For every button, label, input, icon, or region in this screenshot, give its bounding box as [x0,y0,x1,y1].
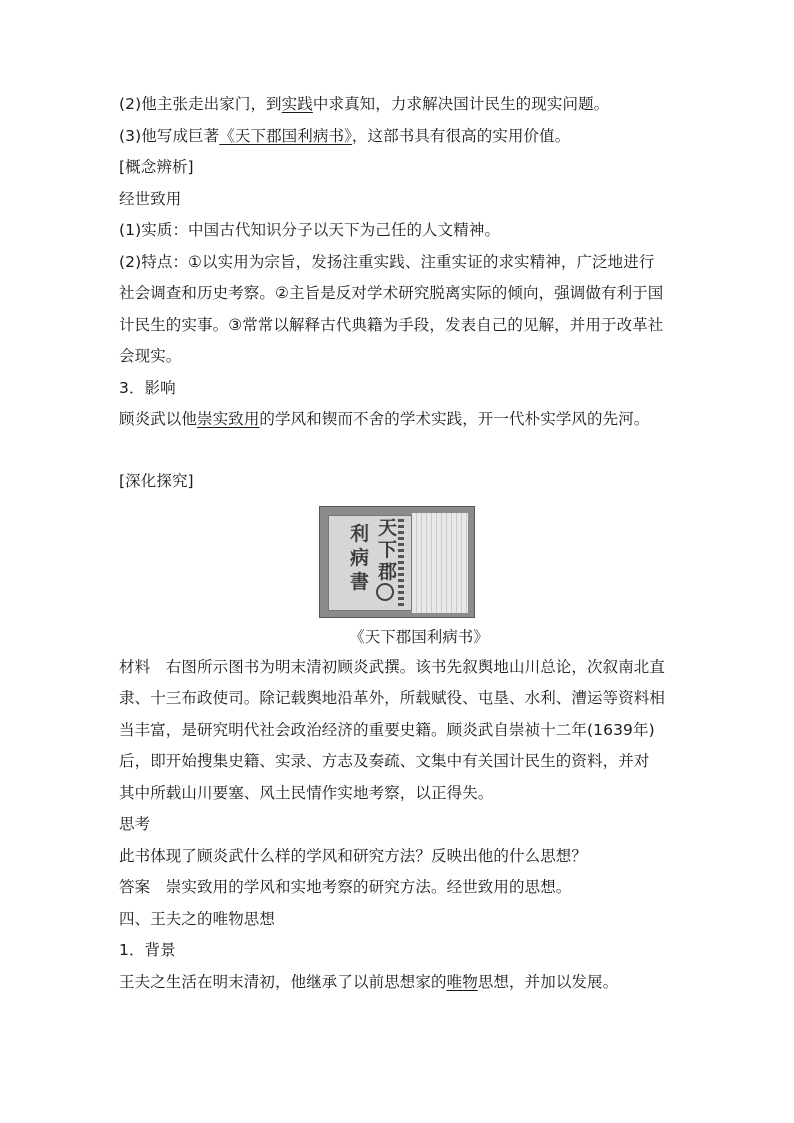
book-inner-page [412,513,468,613]
paragraph-line [119,93,679,115]
text-run: 顾炎武以他 [119,410,198,428]
material-line: 材料 右图所示图书为明末清初顾炎武撰。该书先叙舆地山川总论，次叙南北直 [119,657,666,676]
text-run: 思想，并加以发展。 [477,972,619,991]
material-line: 隶、十三布政使司。除记载舆地沿革外，所载赋役、屯垦、水利、漕运等资料相 [119,689,666,707]
paragraph-line [119,408,679,430]
text-run: 中求真知，力求解决国计民生的现实问题。 [312,95,610,113]
subheading-background: 1．背景 [119,941,176,959]
underlined-term: 唯物 [446,972,478,991]
cover-glyph: 郡 [378,560,398,583]
subheading-influence: 3．影响 [119,378,176,397]
text-run: (3)他写成巨著 [119,126,220,145]
paragraph-line [119,125,679,147]
concept-title: 经世致用 [119,189,182,208]
underlined-term: 实践 [281,95,313,113]
think-answer: 答案 崇实致用的学风和实地考察的研究方法。经世致用的思想。 [119,878,572,896]
think-label: 思考 [119,815,151,833]
text-run: 王夫之生活在明末清初，他继承了以前思想家的 [119,972,447,991]
cover-glyph: 利 [350,522,370,545]
book-image [319,506,475,618]
paragraph-line: 计民生的实事。③常常以解释古代典籍为手段，发表自己的见解，并用于改革社 [119,315,664,334]
figure-caption: 《天下郡国利病书》 [349,627,489,646]
paragraph-line: 社会调查和历史考察。②主旨是反对学术研究脱离实际的倾向，强调做有利于国 [119,284,664,302]
text-run: 的学风和锲而不舍的学术实践，开一代朴实学风的先河。 [259,410,650,428]
text-run: ，这部书具有很高的实用价值。 [351,126,571,145]
cover-glyph: 下 [378,538,398,561]
document-body [119,93,679,1002]
think-question: 此书体现了顾炎武什么样的学风和研究方法？反映出他的什么思想？ [119,846,588,865]
book-figure [115,506,679,618]
section-label-concept: [概念辨析] [119,158,194,176]
cover-glyph: 書 [350,570,370,593]
seal-stamp [376,583,394,601]
cover-side-inscription [398,519,404,607]
paragraph-line: (2)特点：①以实用为宗旨，发扬注重实践、注重实证的求实精神，广泛地进行 [119,252,655,271]
paragraph-line [119,971,679,993]
cover-glyph: 天 [378,516,398,539]
cover-glyph: 病 [350,546,370,569]
section-label-deepen: [深化探究] [119,471,194,490]
section-heading: 四、王夫之的唯物思想 [119,909,276,928]
text-run: (2)他主张走出家门，到 [119,95,282,113]
material-line: 当丰富，是研究明代社会政治经济的重要史籍。顾炎武自崇祯十二年(1639年) [119,720,655,739]
underlined-term: 崇实致用 [197,410,260,428]
underlined-term: 《天下郡国利病书》 [219,126,352,145]
material-line: 后，即开始搜集史籍、实录、方志及奏疏、文集中有关国计民生的资料，并对 [119,752,650,770]
material-line: 其中所载山川要塞、风土民情作实地考察，以正得失。 [119,783,494,802]
paragraph-line: (1)实质：中国古代知识分子以天下为己任的人文精神。 [119,221,501,239]
paragraph-line: 会现实。 [119,347,182,365]
